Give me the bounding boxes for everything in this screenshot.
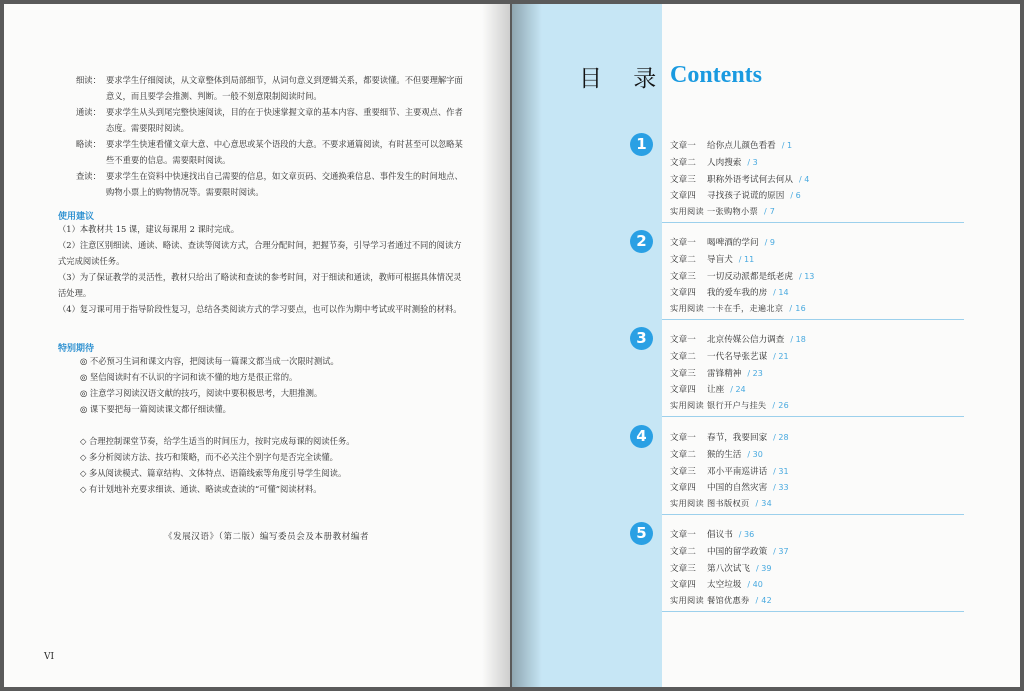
- toc-entry-page: / 33: [773, 483, 789, 493]
- teacher-expectation: [80, 449, 338, 465]
- list-item: 不必预习生词和课文内容，把阅读每一篇课文都当成一次限时测试。: [89, 356, 339, 366]
- spine-shadow: [482, 4, 510, 687]
- toc-entry[interactable]: [670, 578, 763, 590]
- toc-entry[interactable]: [670, 206, 775, 217]
- unit-divider: [662, 416, 964, 417]
- toc-entry-page: / 30: [747, 449, 763, 459]
- definition-term: 略读：: [76, 139, 101, 149]
- circle-bullet-icon: ◎: [80, 404, 88, 414]
- toc-entry-page: / 37: [773, 546, 789, 556]
- toc-entry-title: 倡议书: [707, 530, 733, 540]
- toc-entry-title: 太空垃圾: [707, 580, 742, 591]
- toc-entry-title: 一代名导张艺谋: [707, 351, 768, 362]
- toc-entry-page: / 7: [763, 207, 776, 217]
- toc-entry-page: / 42: [755, 596, 773, 606]
- toc-entry-label: 实用阅读: [670, 303, 704, 314]
- toc-entry-page: / 39: [755, 563, 772, 573]
- list-item: 合理控制课堂节奏，给学生适当的时间压力，按时完成每课的阅读任务。: [89, 436, 355, 446]
- toc-entry-title: 一张购物小票: [707, 206, 758, 217]
- toc-entry-title: 职称外语考试何去何从: [707, 174, 793, 185]
- toc-entry-label: 文章四: [670, 483, 696, 494]
- unit-number-badge: 4: [630, 425, 653, 448]
- definition-text: 要求学生从头到尾完整快速阅读，目的在于快速掌握文章的基本内容、重要细节、主要观点、作者态度。需要限时阅读。: [106, 107, 463, 133]
- list-item: 注意学习阅读汉语文献的技巧，阅读中要积极思考，大胆推测。: [89, 388, 323, 398]
- definition-text: 要求学生仔细阅读，从文章整体到局部细节，从词句意义到逻辑关系，都要读懂。不但要理解字面意义，而且要学会推测、判断。一般不刻意限制阅读时间。: [106, 75, 463, 101]
- page-number: VI: [44, 652, 55, 662]
- list-item: 有计划地补充要求细读、通读、略读或查读的“可懂”阅读材料。: [89, 484, 322, 494]
- usage-paragraph: （3）为了保证教学的灵活性，教材只给出了略读和查读的参考时间，对于细读和通读，教师可根据具体情况灵活处理。: [58, 272, 462, 298]
- toc-entry-page: / 28: [773, 433, 789, 442]
- definition-term: 查读：: [76, 171, 101, 181]
- student-expectation: [80, 401, 231, 417]
- toc-entry-title: 我的爱车我的房: [707, 288, 768, 299]
- toc-entry-page: / 40: [747, 580, 763, 590]
- definition-text: 要求学生在资料中快速找出自己需要的信息，如文章页码、交通换乘信息、事件发生的时间地点、购物小票上的购物情况等。需要限时阅读。: [106, 171, 463, 197]
- toc-entry-page: / 26: [772, 401, 790, 411]
- toc-entry-title: 银行开户与挂失: [707, 400, 767, 411]
- toc-entry[interactable]: [670, 562, 771, 574]
- toc-entry-title: 猴的生活: [707, 449, 742, 460]
- toc-entry-title: 人肉搜索: [707, 157, 742, 168]
- toc-entry-title: 雷锋精神: [707, 368, 742, 379]
- toc-entry-label: 实用阅读: [670, 595, 704, 606]
- definition-text: 要求学生快速看懂文章大意、中心意思或某个语段的大意。不要求通篇阅读，有时甚至可以忽略某些不重要的信息。需要限时阅读。: [106, 139, 463, 165]
- toc-entry-page: / 1: [781, 141, 793, 150]
- toc-entry[interactable]: [670, 367, 763, 379]
- unit-number-badge: 5: [630, 522, 653, 545]
- usage-paragraph: （1）本教材共 15 课，建议每课用 2 课时完成。: [58, 224, 240, 234]
- toc-entry-page: / 4: [798, 174, 810, 184]
- toc-entry-label: 文章四: [670, 580, 696, 591]
- toc-entry[interactable]: [670, 465, 789, 477]
- unit-divider: [662, 222, 964, 223]
- unit-number-badge: 1: [630, 133, 653, 156]
- unit-number-badge: 2: [630, 230, 653, 253]
- list-item: 多分析阅读方法、技巧和策略，而不必关注个别字句是否完全读懂。: [89, 452, 338, 462]
- definition-skim-through: [76, 104, 466, 136]
- usage-heading: 使用建议: [58, 212, 95, 222]
- toc-entry[interactable]: [670, 156, 758, 168]
- student-expectation: [80, 353, 339, 369]
- toc-entry[interactable]: [670, 431, 789, 443]
- toc-entry-label: 文章二: [670, 449, 696, 460]
- contents-title-english: Contents: [670, 62, 763, 88]
- diamond-bullet-icon: ◇: [80, 452, 87, 462]
- toc-entry-title: 给你点儿颜色看看: [707, 141, 776, 151]
- circle-bullet-icon: ◎: [80, 372, 88, 382]
- definition-scanning: [76, 168, 466, 200]
- toc-entry-title: 一卡在手，走遍北京: [707, 303, 784, 314]
- toc-entry-label: 文章一: [670, 433, 696, 443]
- toc-entry[interactable]: [670, 400, 789, 411]
- toc-entry-title: 春节，我要回家: [707, 433, 768, 443]
- list-item: 多从阅读模式、篇章结构、文体特点、语篇线索等角度引导学生阅读。: [89, 468, 347, 478]
- toc-entry[interactable]: [670, 253, 754, 265]
- toc-entry-label: 文章二: [670, 157, 696, 168]
- circle-bullet-icon: ◎: [80, 356, 88, 366]
- toc-entry-label: 文章一: [670, 141, 696, 151]
- toc-entry-label: 文章一: [670, 238, 696, 248]
- toc-entry[interactable]: [670, 333, 806, 345]
- toc-entry-page: / 14: [773, 288, 789, 298]
- toc-entry-title: 喝啤酒的学问: [707, 238, 759, 248]
- toc-entry-title: 北京传媒公信力调查: [707, 335, 785, 345]
- toc-entry-page: / 18: [790, 335, 806, 344]
- toc-entry-label: 文章三: [670, 174, 696, 185]
- toc-entry-page: / 21: [773, 351, 789, 361]
- toc-entry-title: 让座: [707, 385, 725, 396]
- toc-entry[interactable]: [670, 448, 763, 460]
- definition-detailed-reading: [76, 72, 466, 104]
- list-item: 坚信阅读时有不认识的字词和读不懂的地方是很正常的。: [89, 372, 298, 382]
- unit-divider: [662, 514, 964, 515]
- toc-entry-title: 中国的自然灾害: [707, 483, 768, 494]
- circle-bullet-icon: ◎: [80, 388, 88, 398]
- teacher-expectation: [80, 465, 346, 481]
- toc-entry-page: / 11: [738, 254, 755, 264]
- toc-entry-page: / 3: [747, 157, 758, 167]
- toc-entry[interactable]: [670, 173, 809, 185]
- toc-entry-page: / 6: [790, 191, 801, 201]
- toc-entry-title: 寻找孩子说谎的原因: [707, 191, 785, 202]
- toc-entry[interactable]: [670, 303, 806, 314]
- teacher-expectation: [80, 433, 355, 449]
- toc-entry[interactable]: [670, 595, 772, 606]
- usage-paragraph: （2）注意区别细读、通读、略读、查读等阅读方式，合理分配时间，把握节奏，引导学习者通过不同的阅读方式完成阅读任务。: [58, 240, 462, 266]
- right-page: [512, 4, 1020, 687]
- toc-entry-title: 餐馆优惠券: [707, 595, 750, 606]
- toc-entry-title: 导盲犬: [707, 254, 733, 265]
- usage-paragraph: （4）复习课可用于指导阶段性复习，总结各类阅读方式的学习要点，也可以作为期中考试或平时测验的材料。: [58, 304, 462, 314]
- toc-entry-page: / 34: [755, 499, 773, 509]
- list-item: 课下要把每一篇阅读课文都仔细读懂。: [89, 404, 231, 414]
- spine-shadow: [512, 4, 542, 687]
- diamond-bullet-icon: ◇: [80, 468, 87, 478]
- toc-entry-label: 文章三: [670, 563, 696, 574]
- toc-entry-label: 文章二: [670, 546, 696, 557]
- special-heading: 特别期待: [58, 344, 95, 354]
- left-page: [4, 4, 510, 687]
- toc-entry-label: 文章三: [670, 271, 696, 282]
- student-expectation: [80, 385, 322, 401]
- unit-divider: [662, 611, 964, 612]
- toc-entry-page: / 9: [764, 238, 775, 247]
- definition-term: 细读：: [76, 75, 101, 85]
- toc-entry-title: 图书版权页: [707, 498, 750, 509]
- toc-entry[interactable]: [670, 350, 789, 362]
- unit-number-badge: 3: [630, 327, 653, 350]
- toc-entry-label: 文章三: [670, 368, 696, 379]
- toc-entry-page: / 36: [738, 530, 755, 539]
- toc-entry-label: 文章二: [670, 351, 696, 362]
- teacher-expectation: [80, 481, 322, 497]
- definition-skimming: [76, 136, 466, 168]
- toc-entry-page: / 24: [730, 385, 746, 395]
- toc-entry-title: 邓小平南巡讲话: [707, 466, 768, 477]
- toc-entry-title: 一切反动派都是纸老虎: [707, 271, 793, 282]
- toc-entry-label: 实用阅读: [670, 206, 704, 217]
- toc-entry[interactable]: [670, 139, 792, 151]
- definition-term: 通读：: [76, 107, 101, 117]
- toc-entry-title: 中国的留学政策: [707, 546, 768, 557]
- diamond-bullet-icon: ◇: [80, 484, 87, 494]
- toc-entry[interactable]: [670, 498, 772, 509]
- toc-entry[interactable]: [670, 481, 789, 493]
- toc-entry-page: / 16: [789, 304, 807, 314]
- toc-entry[interactable]: [670, 286, 789, 298]
- toc-entry-label: 文章三: [670, 466, 696, 477]
- toc-entry-label: 实用阅读: [670, 498, 704, 509]
- toc-entry-label: 文章四: [670, 385, 696, 396]
- toc-entry-label: 文章二: [670, 254, 696, 265]
- toc-entry[interactable]: [670, 236, 775, 248]
- toc-entry[interactable]: [670, 270, 814, 282]
- diamond-bullet-icon: ◇: [80, 436, 87, 446]
- toc-entry-label: 文章四: [670, 191, 696, 202]
- toc-entry[interactable]: [670, 528, 754, 540]
- toc-entry[interactable]: [670, 383, 746, 395]
- toc-entry[interactable]: [670, 545, 789, 557]
- toc-entry-title: 第八次试飞: [707, 563, 750, 574]
- toc-entry-page: / 13: [798, 271, 815, 281]
- toc-entry-label: 文章一: [670, 530, 696, 540]
- toc-entry-label: 实用阅读: [670, 400, 704, 411]
- student-expectation: [80, 369, 297, 385]
- unit-divider: [662, 319, 964, 320]
- toc-entry-label: 文章一: [670, 335, 696, 345]
- toc-entry-page: / 23: [747, 368, 763, 378]
- toc-entry-label: 文章四: [670, 288, 696, 299]
- editor-signature: 《发展汉语》（第二版）编写委员会及本册教材编者: [164, 532, 370, 542]
- contents-title-chinese: 目 录: [579, 66, 669, 92]
- toc-entry-page: / 31: [773, 466, 789, 476]
- toc-entry[interactable]: [670, 189, 801, 201]
